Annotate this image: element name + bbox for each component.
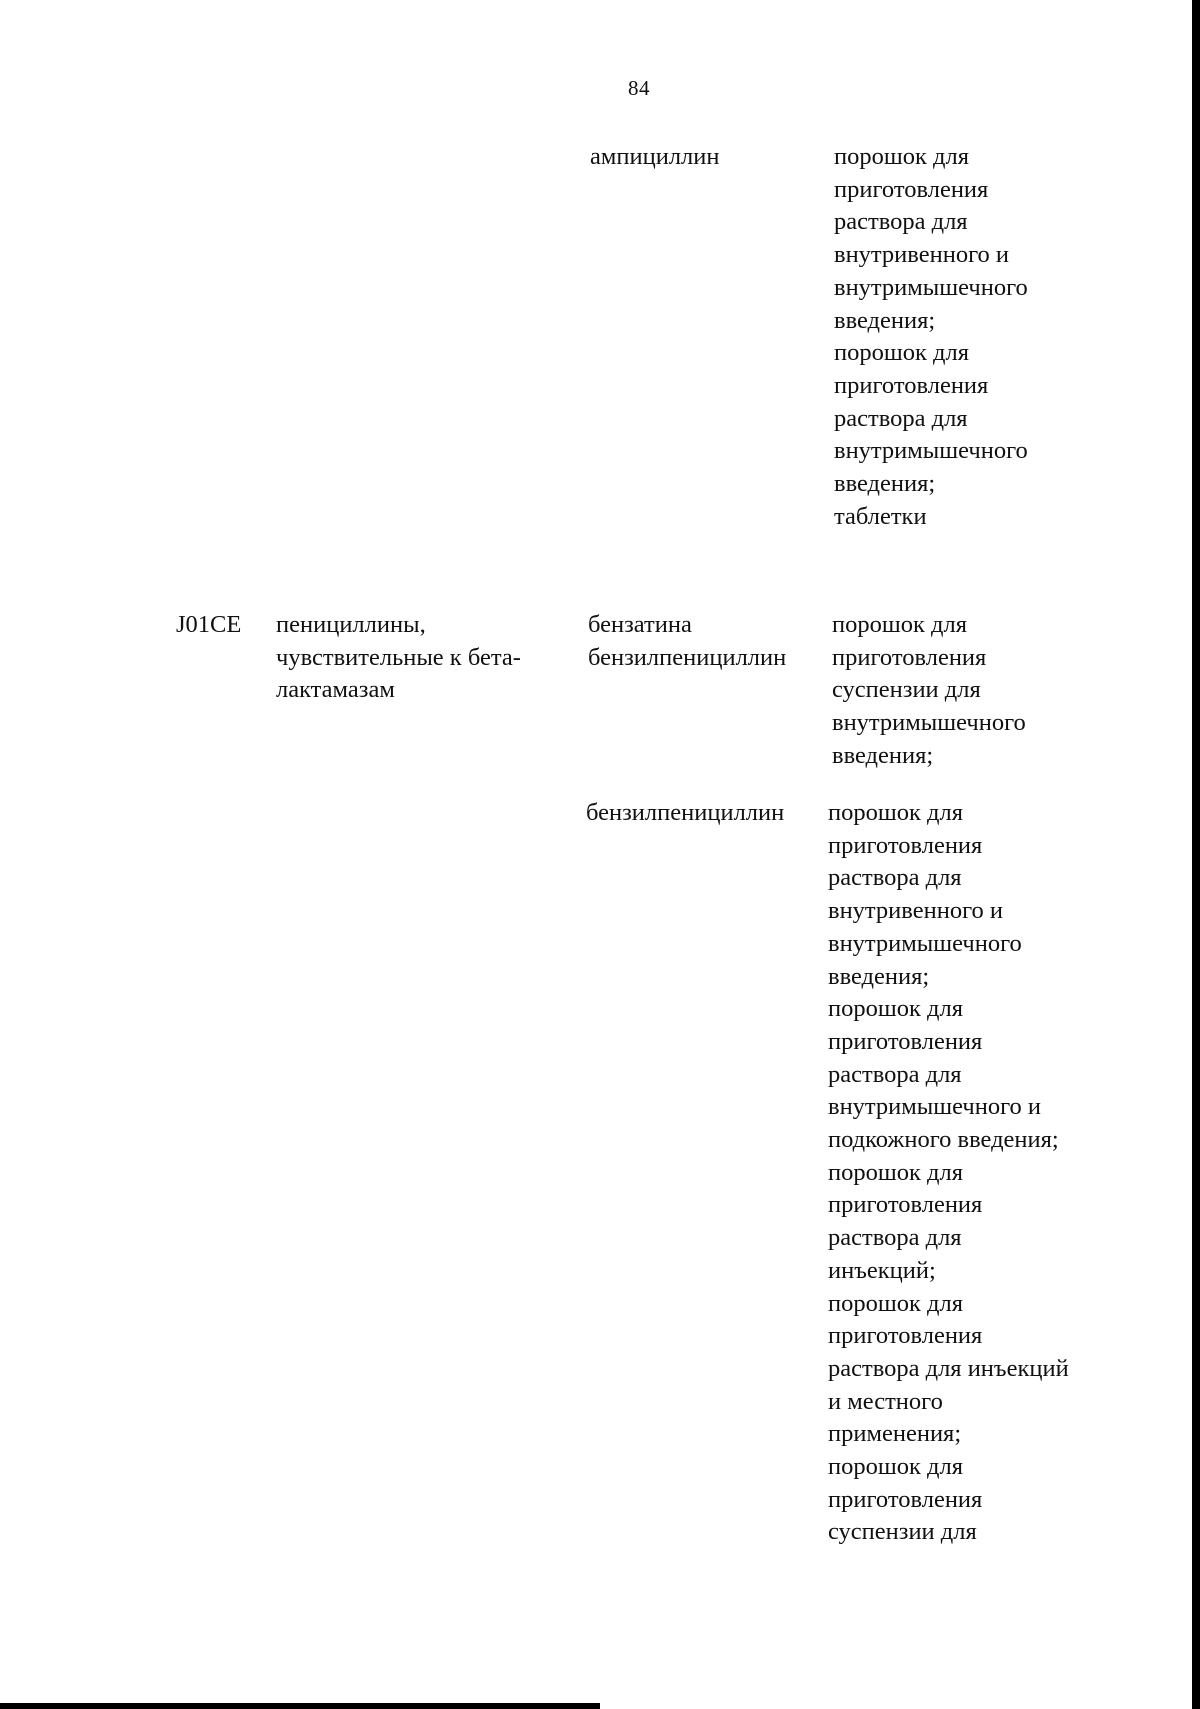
scan-edge-bottom	[0, 1703, 600, 1709]
atc-code: J01CE	[176, 611, 242, 638]
dosage-forms: порошок для приготовления раствора для внутривенного и внутримышечного введения; порошок для приготовления раствора для внутримышечного и подкожного введения; порошок для приготовления раствора для инъекций; порошок для приготовления раствора для инъекций и местного применения; порошок для приготовления суспензии для	[828, 799, 1069, 1546]
dosage-forms: порошок для приготовления суспензии для внутримышечного введения;	[832, 611, 1026, 769]
scan-edge-right	[1192, 0, 1200, 1709]
dosage-forms: порошок для приготовления раствора для внутривенного и внутримышечного введения; порошок для приготовления раствора для внутримышечного введения; таблетки	[834, 143, 1028, 530]
drug-name: бензатина бензилпенициллин	[588, 611, 787, 671]
page-number: 84	[628, 76, 650, 100]
drug-name: ампициллин	[590, 143, 720, 170]
pharmacological-group: пенициллины, чувствительные к бета- лактамазам	[276, 611, 521, 704]
drug-name: бензилпенициллин	[586, 799, 785, 826]
